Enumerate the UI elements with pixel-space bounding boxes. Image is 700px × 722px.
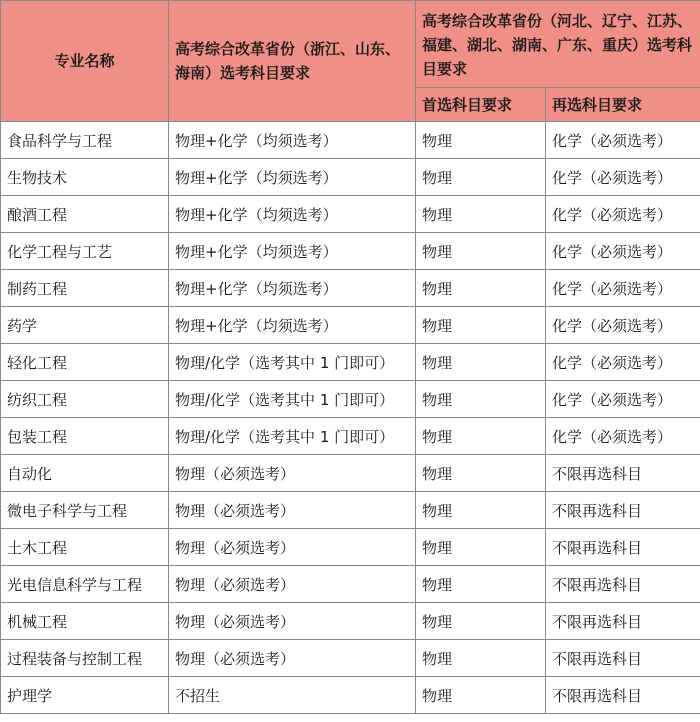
cell-major: 土木工程 xyxy=(1,529,169,566)
cell-group1-requirement: 不招生 xyxy=(169,677,416,714)
cell-second-subject: 不限再选科目 xyxy=(546,640,700,677)
cell-group1-requirement: 物理（必须选考） xyxy=(169,455,416,492)
table-row xyxy=(1,677,700,714)
cell-group1-requirement: 物理+化学（均须选考） xyxy=(169,307,416,344)
cell-second-subject: 化学（必须选考） xyxy=(546,196,700,233)
cell-first-subject: 物理 xyxy=(416,677,546,714)
cell-major: 包装工程 xyxy=(1,418,169,455)
table-row xyxy=(1,122,700,159)
cell-second-subject: 不限再选科目 xyxy=(546,529,700,566)
table-row xyxy=(1,492,700,529)
cell-second-subject: 不限再选科目 xyxy=(546,566,700,603)
cell-group1-requirement: 物理+化学（均须选考） xyxy=(169,196,416,233)
table-row xyxy=(1,566,700,603)
cell-first-subject: 物理 xyxy=(416,196,546,233)
cell-group1-requirement: 物理（必须选考） xyxy=(169,529,416,566)
cell-major: 自动化 xyxy=(1,455,169,492)
table-row xyxy=(1,307,700,344)
table-row xyxy=(1,455,700,492)
cell-first-subject: 物理 xyxy=(416,492,546,529)
table-row xyxy=(1,603,700,640)
cell-group1-requirement: 物理（必须选考） xyxy=(169,566,416,603)
cell-first-subject: 物理 xyxy=(416,603,546,640)
cell-second-subject: 化学（必须选考） xyxy=(546,381,700,418)
cell-group1-requirement: 物理/化学（选考其中 1 门即可） xyxy=(169,418,416,455)
cell-group1-requirement: 物理（必须选考） xyxy=(169,640,416,677)
cell-first-subject: 物理 xyxy=(416,270,546,307)
cell-second-subject: 化学（必须选考） xyxy=(546,344,700,381)
cell-major: 药学 xyxy=(1,307,169,344)
cell-group1-requirement: 物理/化学（选考其中 1 门即可） xyxy=(169,344,416,381)
cell-major: 化学工程与工艺 xyxy=(1,233,169,270)
cell-first-subject: 物理 xyxy=(416,122,546,159)
cell-first-subject: 物理 xyxy=(416,307,546,344)
cell-second-subject: 化学（必须选考） xyxy=(546,270,700,307)
cell-group1-requirement: 物理（必须选考） xyxy=(169,492,416,529)
cell-group1-requirement: 物理+化学（均须选考） xyxy=(169,270,416,307)
cell-first-subject: 物理 xyxy=(416,529,546,566)
table-row xyxy=(1,233,700,270)
cell-major: 纺织工程 xyxy=(1,381,169,418)
cell-group1-requirement: 物理+化学（均须选考） xyxy=(169,122,416,159)
cell-group1-requirement: 物理+化学（均须选考） xyxy=(169,233,416,270)
cell-major: 微电子科学与工程 xyxy=(1,492,169,529)
cell-major: 过程装备与控制工程 xyxy=(1,640,169,677)
cell-second-subject: 不限再选科目 xyxy=(546,603,700,640)
table-row xyxy=(1,196,700,233)
cell-second-subject: 化学（必须选考） xyxy=(546,307,700,344)
table-row xyxy=(1,159,700,196)
cell-second-subject: 不限再选科目 xyxy=(546,677,700,714)
table-row xyxy=(1,640,700,677)
cell-major: 护理学 xyxy=(1,677,169,714)
cell-first-subject: 物理 xyxy=(416,233,546,270)
cell-first-subject: 物理 xyxy=(416,640,546,677)
table-row xyxy=(1,344,700,381)
cell-major: 酿酒工程 xyxy=(1,196,169,233)
cell-major: 轻化工程 xyxy=(1,344,169,381)
header-first-subject: 首选科目要求 xyxy=(416,88,546,122)
header-group2: 高考综合改革省份（河北、辽宁、江苏、福建、湖北、湖南、广东、重庆）选考科目要求 xyxy=(416,1,700,88)
table-row xyxy=(1,418,700,455)
header-second-subject: 再选科目要求 xyxy=(546,88,700,122)
cell-group1-requirement: 物理（必须选考） xyxy=(169,603,416,640)
cell-first-subject: 物理 xyxy=(416,344,546,381)
table-body xyxy=(1,122,700,714)
cell-second-subject: 化学（必须选考） xyxy=(546,159,700,196)
cell-group1-requirement: 物理+化学（均须选考） xyxy=(169,159,416,196)
cell-second-subject: 不限再选科目 xyxy=(546,492,700,529)
header-row-top xyxy=(1,1,700,88)
cell-major: 制药工程 xyxy=(1,270,169,307)
table-row xyxy=(1,270,700,307)
cell-major: 生物技术 xyxy=(1,159,169,196)
cell-first-subject: 物理 xyxy=(416,566,546,603)
cell-second-subject: 化学（必须选考） xyxy=(546,233,700,270)
cell-first-subject: 物理 xyxy=(416,418,546,455)
header-group1: 高考综合改革省份（浙江、山东、海南）选考科目要求 xyxy=(169,1,416,122)
cell-first-subject: 物理 xyxy=(416,455,546,492)
cell-major: 食品科学与工程 xyxy=(1,122,169,159)
table-header xyxy=(1,1,700,122)
cell-second-subject: 化学（必须选考） xyxy=(546,418,700,455)
table-row xyxy=(1,529,700,566)
cell-first-subject: 物理 xyxy=(416,159,546,196)
cell-second-subject: 不限再选科目 xyxy=(546,455,700,492)
cell-group1-requirement: 物理/化学（选考其中 1 门即可） xyxy=(169,381,416,418)
header-major: 专业名称 xyxy=(1,1,169,122)
table-row xyxy=(1,381,700,418)
cell-second-subject: 化学（必须选考） xyxy=(546,122,700,159)
cell-first-subject: 物理 xyxy=(416,381,546,418)
cell-major: 光电信息科学与工程 xyxy=(1,566,169,603)
cell-major: 机械工程 xyxy=(1,603,169,640)
